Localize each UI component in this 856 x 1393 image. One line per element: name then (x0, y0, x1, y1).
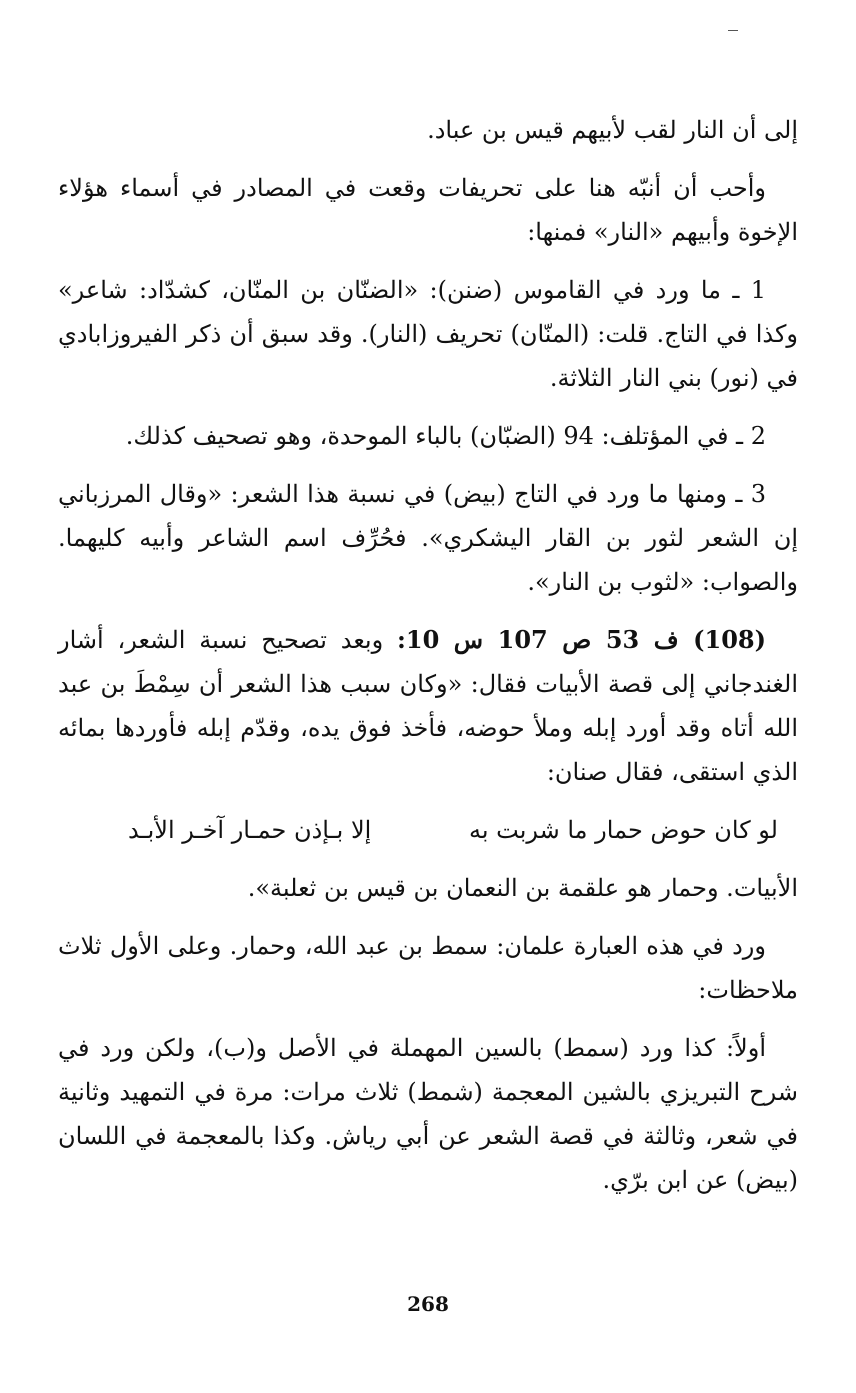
verse-second-hemistich: إلا بـإذن حمـار آخـر الأبـد (128, 816, 372, 844)
paragraph-2: وأحب أن أنبّه هنا على تحريفات وقعت في المصادر في أسماء هؤلاء الإخوة وأبيهم «النار» فمنها: (58, 174, 798, 246)
paragraph-1: إلى أن النار لقب لأبيهم قيس بن عباد. (427, 116, 798, 144)
paragraph-7: الأبيات. وحمار هو علقمة بن النعمان بن قيس بن ثعلبة». (247, 874, 798, 902)
paragraph-4: 2 ـ في المؤتلف: 94 (الضبّان) بالباء الموحدة، وهو تصحيف كذلك. (125, 422, 766, 450)
verse-first-hemistich: لو كان حوض حمار ما شربت به (468, 816, 778, 844)
page-number: 268 (407, 1292, 449, 1316)
paragraph-6 (58, 618, 798, 794)
scan-mark (728, 30, 738, 31)
paragraph-9: أولاً: كذا ورد (سمط) بالسين المهملة في الأصل و(ب)، ولكن ورد في شرح التبريزي بالشين المعجمة (شمط) ثلاث مرات: مرة في التمهيد وثانية في شعر، وثالثة في قصة الشعر عن أبي رياش. وكذا بالمعجمة في اللسان (بيض) عن ابن برّي. (58, 1034, 798, 1194)
paragraph-6-text: وبعد تصحيح نسبة الشعر، أشار الغندجاني إلى قصة الأبيات فقال: «وكان سبب هذا الشعر أن سِمْطَ بن عبد الله أتاه وقد أورد إبله وملأ حوضه، فأخذ فوق يده، وقدّم إبله فأوردها بمائه الذي استقى، فقال صنان: (58, 626, 798, 786)
paragraph-5: 3 ـ ومنها ما ورد في التاج (بيض) في نسبة هذا الشعر: «وقال المرزباني إن الشعر لثور بن القار اليشكري». فحُرِّف اسم الشاعر وأبيه كليهما. والصواب: «لثوب بن النار». (58, 480, 798, 596)
paragraph-8: ورد في هذه العبارة علمان: سمط بن عبد الله، وحمار. وعلى الأول ثلاث ملاحظات: (58, 932, 798, 1004)
page-body (58, 108, 798, 1216)
note-reference: (108) ف 53 ص 107 س 10: (397, 625, 766, 654)
paragraph-3: 1 ـ ما ورد في القاموس (ضنن): «الضنّان بن المنّان، كشدّاد: شاعر» وكذا في التاج. قلت: (المنّان) تحريف (النار). وقد سبق أن ذكر الفيروزابادي في (نور) بني النار الثلاثة. (58, 276, 798, 392)
poem-verse (58, 808, 798, 852)
